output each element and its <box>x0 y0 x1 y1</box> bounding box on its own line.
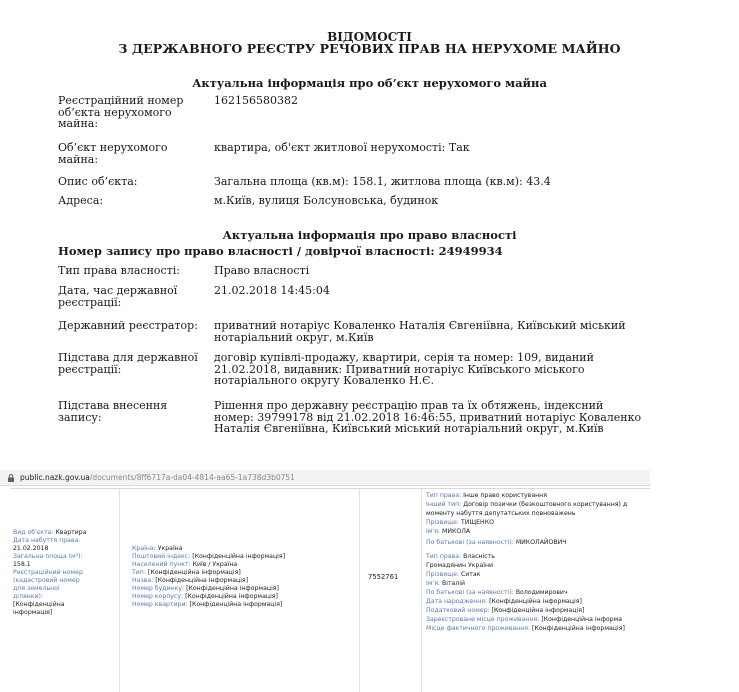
right2-value: Власність <box>463 553 495 560</box>
surname1-label: Прізвище: <box>426 519 459 526</box>
document-title: ВІДОМОСТІ <box>327 30 412 44</box>
building-label: Номер будинку: <box>132 585 185 592</box>
street-type-value: [Конфіденційна інформація] <box>147 569 241 576</box>
address-bar[interactable] <box>0 470 650 486</box>
acquired-date-label: Дата набуття права: <box>13 537 81 544</box>
object-info-column <box>10 489 120 692</box>
rights-column <box>422 489 650 692</box>
amount-column <box>360 489 422 692</box>
flat-label: Номер квартири: <box>132 601 188 608</box>
row-value: договір купівлі-продажу, квартири, серія та номер: 109, виданий 21.02.2018, видавник: Приватний нотаріус Київського міського нотаріального округу Коваленко Н.Є. <box>214 351 594 387</box>
tax-number-label: Податковий номер: <box>426 607 490 614</box>
surname1-value: ТИЩЕНКО <box>460 519 494 526</box>
city-value: Київ / Україна <box>192 561 238 568</box>
row-label: Тип права власності: <box>58 264 180 277</box>
surname2-label: Прізвище: <box>426 571 459 578</box>
acquired-date-value: 21.02.2018 <box>13 545 49 552</box>
right-type-label: Тип права: <box>426 492 462 499</box>
birth-date-label: Дата народження: <box>426 598 488 605</box>
url-text <box>20 472 295 484</box>
building-value: [Конфіденційна інформація] <box>186 585 279 592</box>
actual-address-label: Місце фактичного проживання: <box>426 625 531 632</box>
ownership-record-number: Номер запису про право власності / довірчої власності: 24949934 <box>58 244 503 258</box>
row-value: м.Київ, вулиця Болсуновська, будинок <box>214 194 439 207</box>
row-label: Підстава для державної реєстрації: <box>58 351 198 376</box>
cadastral-label-line4: ділянки): <box>13 593 43 600</box>
street-name-label: Назва: <box>132 577 154 584</box>
total-area-value: 158.1 <box>13 561 31 568</box>
row-label: Опис об’єкта: <box>58 175 138 188</box>
block-label: Номер корпусу: <box>132 593 184 600</box>
actual-address-value: [Конфіденційна інформація] <box>532 625 625 632</box>
row-value: Рішення про державну реєстрацію прав та їх обтяжень, індексний номер: 39799178 від 21.02.2018 16:46:55, приватний нотаріус Коваленко Наталія Євгеніївна, Київський міський нотаріальний округ, м.Київ <box>214 399 642 435</box>
row-label: Державний реєстратор: <box>58 319 198 332</box>
country-value: Україна <box>157 545 183 552</box>
patronymic1-value: МИКОЛАЙОВИЧ <box>515 539 567 546</box>
surname2-value: Ситак <box>460 571 481 578</box>
row-label: Адреса: <box>58 194 104 207</box>
cadastral-value-line2: інформація] <box>13 609 53 616</box>
property-table <box>10 488 650 692</box>
patronymic2-label: По батькові (за наявності): <box>426 589 514 596</box>
country-label: Країна: <box>132 545 156 552</box>
name1-value: МИКОЛА <box>441 528 471 535</box>
birth-date-value: [Конфіденційна інформація] <box>489 598 582 605</box>
name2-value: Віталій <box>441 580 466 587</box>
cadastral-value-line1: [Конфіденційна <box>13 601 65 608</box>
cadastral-label-line1: Реєстраційний номер <box>13 569 83 576</box>
right-type-value: Інше право користування <box>463 492 547 499</box>
row-value: Право власності <box>214 264 310 277</box>
address-column <box>120 489 360 692</box>
other-type-value: Договір позички (безкоштовного користування) д <box>463 501 628 508</box>
row-value: Загальна площа (кв.м): 158.1, житлова площа (кв.м): 43.4 <box>214 175 551 188</box>
name1-label: Ім'я: <box>426 528 441 535</box>
object-type-value: Квартира <box>55 529 87 536</box>
object-section-heading: Актуальна інформація про об’єкт нерухомого майна <box>192 76 547 90</box>
row-label: Дата, час державної реєстрації: <box>58 284 178 309</box>
declaration-screenshot <box>0 470 739 692</box>
patronymic1-label: По батькові (за наявності): <box>426 539 514 546</box>
flat-value: [Конфіденційна інформація] <box>189 601 283 608</box>
object-type-label: Вид об'єкта: <box>13 529 54 536</box>
registered-address-value: [Конфіденційна інформа <box>541 616 623 623</box>
cadastral-label-line3: для земельної <box>13 585 60 592</box>
postal-label: Поштовий індекс: <box>132 553 191 560</box>
url-host: public.nazk.gov.ua <box>20 473 90 482</box>
total-area-label: Загальна площа (м²): <box>13 553 83 560</box>
registered-address-label: Зареєстроване місце проживання: <box>426 616 540 623</box>
row-value: 21.02.2018 14:45:04 <box>214 284 330 297</box>
row-label: Підстава внесення запису: <box>58 399 168 424</box>
name2-label: Ім'я: <box>426 580 441 587</box>
city-label: Населений пункт: <box>132 561 191 568</box>
block-value: [Конфіденційна інформація] <box>185 593 278 600</box>
tax-number-value: [Конфіденційна інформація] <box>491 607 585 614</box>
right2-label: Тип права: <box>426 553 462 560</box>
street-type-label: Тип: <box>132 569 146 576</box>
other-type-value-cont: моменту набуття депутатських повноважень <box>426 510 576 517</box>
row-value: приватний нотаріус Коваленко Наталія Євгеніївна, Київський міський нотаріальний округ, м.Київ <box>214 319 626 344</box>
row-value: квартира, об'єкт житлової нерухомості: Так <box>214 141 470 154</box>
street-name-value: [Конфіденційна інформація] <box>155 577 249 584</box>
row-label: Реєстраційний номер об’єкта нерухомого майна: <box>58 94 184 130</box>
ownership-section-heading: Актуальна інформація про право власності <box>222 228 517 242</box>
cadastral-label-line2: (кадастровий номер <box>13 577 80 584</box>
patronymic2-value: Володимирович <box>515 589 568 596</box>
lock-icon <box>6 473 16 483</box>
row-value: 162156580382 <box>214 94 298 107</box>
url-path: /documents/8ff6717a-da04-4814-aa65-1a738d3b0751 <box>89 473 295 482</box>
other-type-label: Інший тип: <box>426 501 462 508</box>
document-subtitle: З ДЕРЖАВНОГО РЕЄСТРУ РЕЧОВИХ ПРАВ НА НЕРУХОМЕ МАЙНО <box>118 41 621 56</box>
row-label: Об’єкт нерухомого майна: <box>58 141 168 166</box>
postal-value: [Конфіденційна інформація] <box>192 553 286 560</box>
citizenship: Громадянин України <box>426 562 494 569</box>
amount-value: 7552761 <box>368 573 399 581</box>
